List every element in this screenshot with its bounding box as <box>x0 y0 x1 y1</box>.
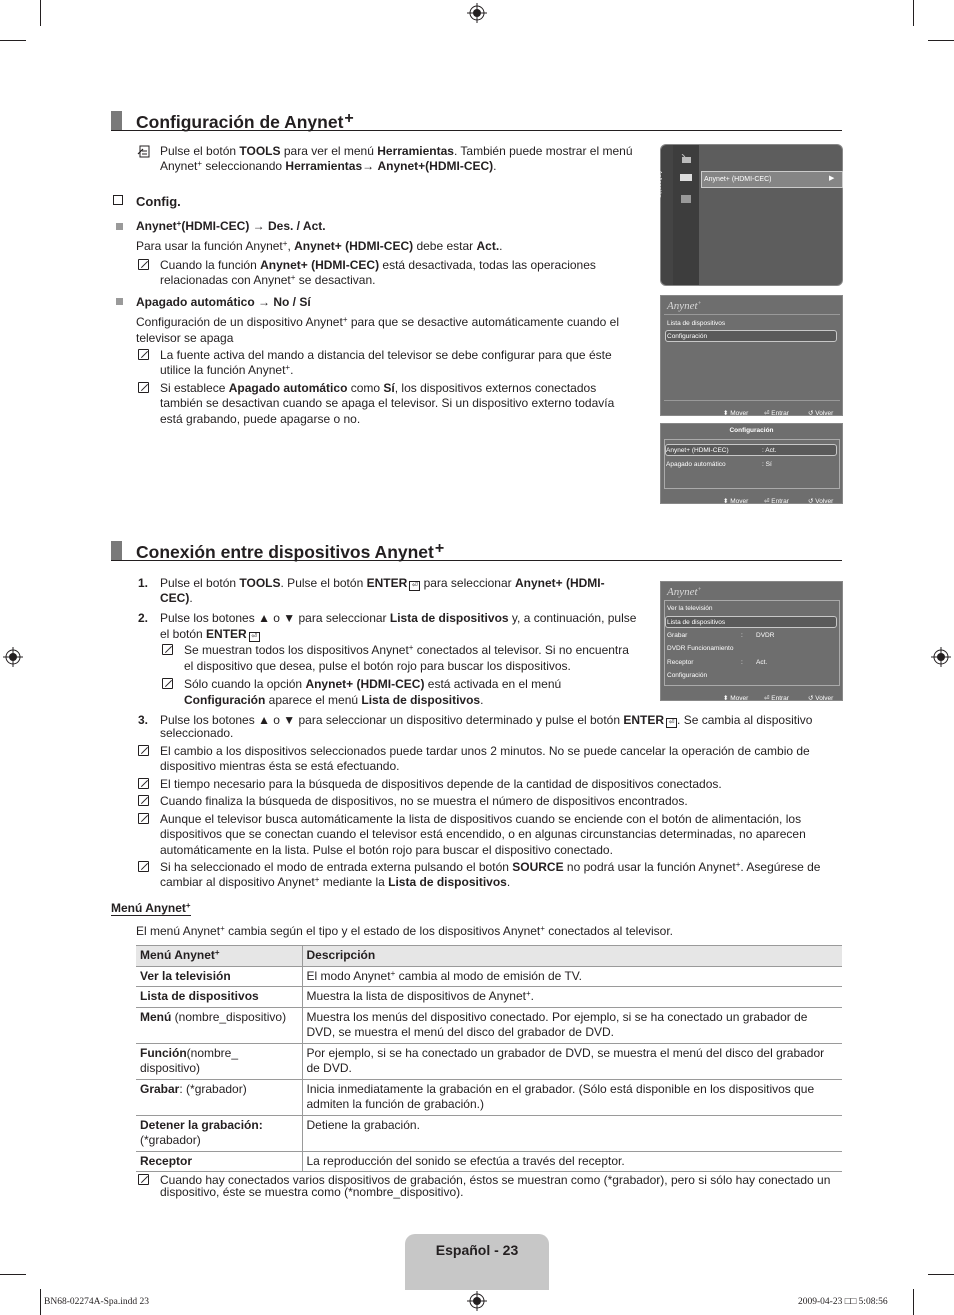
enter-label: ⏎ Entrar <box>764 695 789 702</box>
note-a-l2: dispositivo mientras ésta se está efectuando. <box>160 759 400 773</box>
section-heading-connection: Conexión entre dispositivos Anynet+ <box>111 539 842 561</box>
registration-mark-icon <box>931 647 951 667</box>
registration-mark-icon <box>467 3 487 23</box>
right-arrow-icon: ▶ <box>829 175 835 182</box>
table-row: Menú (nombre_dispositivo) Muestra los menús del dispositivo conectado. Por ejemplo, si se ha conectado un grabador de DVD, se muestra el menú del disco del grabador de DVD. <box>136 1007 842 1043</box>
move-label: ⬍ Mover <box>723 410 749 417</box>
item1-note-l1: Cuando la función Anynet+ (HDMI-CEC) está desactivada, todas las operaciones <box>160 258 596 272</box>
config-checkbox-icon <box>113 195 123 205</box>
enter-icon: ⏎ <box>409 581 420 591</box>
step3-number: 3. <box>138 713 149 727</box>
return-label: ↺ Volver <box>808 498 834 505</box>
menu-anynet-intro: El menú Anynet+ cambia según el tipo y el estado de los dispositivos Anynet+ conectados al televisor. <box>136 924 674 938</box>
item1-note-l2: relacionadas con Anynet+ se desactivan. <box>160 273 376 287</box>
step3-line2: seleccionado. <box>160 726 234 740</box>
note-d-l1: Aunque el televisor busca automáticamente la lista de dispositivos cuando se enciende con el botón de alimentación, los <box>160 812 802 826</box>
note-icon <box>138 795 149 806</box>
return-label: ↺ Volver <box>808 695 834 702</box>
step2-number: 2. <box>138 611 149 625</box>
step2-note2-l1: Sólo cuando la opción Anynet+ (HDMI-CEC) está activada en el menú <box>184 677 562 691</box>
intro-line-1: Pulse el botón TOOLS para ver el menú Herramientas. También puede mostrar el menú <box>160 144 633 158</box>
screen4-item-0: Ver la televisión <box>667 605 713 612</box>
note-source-l1: Si ha seleccionado el modo de entrada externa pulsando el botón SOURCE no podrá usar la función Anynet+. Asegúrese de <box>160 860 821 874</box>
note-icon <box>138 382 149 393</box>
table-header: Menú Anynet+ Descripción <box>136 946 842 967</box>
step2-line1: Pulse los botones ▲ o ▼ para seleccionar Lista de dispositivos y, a continuación, pulse <box>160 611 637 625</box>
screen4-item-2: Grabar <box>667 632 688 639</box>
setup-icon <box>681 195 691 203</box>
note-icon <box>162 678 173 689</box>
config-heading: Config. <box>136 194 181 209</box>
final-note-l2: dispositivo, éste se muestra como (*nombre_dispositivo). <box>160 1185 464 1199</box>
anynet-logo: Anynet+ <box>667 586 702 598</box>
item1-title: Anynet+(HDMI-CEC) → Des. / Act. <box>136 219 326 233</box>
table-row: Función(nombre_ dispositivo) Por ejemplo, si se ha conectado un grabador de DVD, se muestra el menú del disco del grabador de DVD. <box>136 1043 842 1079</box>
registration-mark-icon <box>3 647 23 667</box>
tv-screen-application-menu <box>655 144 843 286</box>
screen3-title: Configuración <box>729 427 774 434</box>
step2-note1-l1: Se muestran todos los dispositivos Anynet+ conectados al televisor. Si no encuentra <box>184 643 629 657</box>
bullet-square-icon <box>116 298 123 305</box>
return-label: ↺ Volver <box>808 410 834 417</box>
step1-line2: CEC). <box>160 591 193 605</box>
enter-label: ⏎ Entrar <box>764 410 789 417</box>
screen2-item-lista: Lista de dispositivos <box>667 320 726 327</box>
screen3-row1-name: Anynet+ (HDMI-CEC) <box>666 447 729 454</box>
item2-desc-l1: Configuración de un dispositivo Anynet+ para que se desactive automáticamente cuando el <box>136 315 619 329</box>
note-c: Cuando finaliza la búsqueda de dispositivos, no se muestra el número de dispositivos encontrados. <box>160 794 688 808</box>
step2-line2: el botón ENTER ⏎ <box>160 627 260 643</box>
note-a-l1: El cambio a los dispositivos seleccionados puede tardar unos 2 minutos. No se puede cancelar la operación de cambio de <box>160 744 810 758</box>
tv-screen-config-menu <box>660 423 843 504</box>
note-source-l2: cambiar al dispositivo Anynet+ mediante la Lista de dispositivos. <box>160 875 511 889</box>
screen3-row2-value: : Sí <box>762 461 772 468</box>
tv-screen-device-list: Anynet+ Ver la televisión Lista de dispositivos Grabar : DVDR DVDR Funcionamiento Receptor : Act. Configuración ⬍ Mover ⏎ Entrar ↺ Volver <box>660 581 843 701</box>
item2-note1-l2: utilice la función Anynet+. <box>160 363 294 377</box>
table-row: Lista de dispositivos Muestra la lista de dispositivos de Anynet+. <box>136 987 842 1008</box>
enter-icon: ⏎ <box>666 718 677 728</box>
item2-desc-l2: televisor se apaga <box>136 331 234 345</box>
step3-line1: Pulse los botones ▲ o ▼ para seleccionar un dispositivo determinado y pulse el botón ENTER ⏎ . Se cambia al dispositivo <box>160 713 813 727</box>
step2-note2-l2: Configuración aparece el menú Lista de dispositivos. <box>184 693 484 707</box>
table-row: Receptor La reproducción del sonido se efectúa a través del receptor. <box>136 1151 842 1172</box>
note-icon <box>138 745 149 756</box>
registration-mark-icon <box>467 1291 487 1311</box>
screen4-item-3: DVDR Funcionamiento <box>667 645 734 652</box>
note-icon <box>138 813 149 824</box>
page-number: Español - 23 <box>435 1242 519 1258</box>
screen4-item-4: Receptor <box>667 659 694 666</box>
section-heading-config: Configuración de Anynet+ <box>111 109 842 131</box>
move-label: ⬍ Mover <box>723 498 749 505</box>
side-label: Aplicación <box>655 170 662 198</box>
screen3-row1-value: : Act. <box>762 447 777 454</box>
anynet-logo: Anynet+ <box>667 300 702 312</box>
table-row: Detener la grabación: (*grabador) Detiene la grabación. <box>136 1115 842 1151</box>
note-icon <box>138 1174 149 1185</box>
table-row: Grabar: (*grabador) Inicia inmediatamente la grabación en el grabador. (Sólo está disponible en los dispositivos que admiten la función de grabación.) <box>136 1079 842 1115</box>
note-icon <box>138 259 149 270</box>
file-name: BN68-02274A-Spa.indd 23 <box>44 1297 150 1307</box>
enter-label: ⏎ Entrar <box>764 498 789 505</box>
tv-antenna-icon <box>679 154 693 164</box>
final-note-l1: Cuando hay conectados varios dispositivos de grabación, éstos se muestran como (*grabador), pero si sólo hay conectado un <box>160 1173 831 1187</box>
item1-desc: Para usar la función Anynet+, Anynet+ (HDMI-CEC) debe estar Act.. <box>136 239 503 253</box>
anynet-menu-table <box>136 945 842 1172</box>
intro-line-2: Anynet+ seleccionando Herramientas→ Anynet+(HDMI-CEC). <box>160 159 497 173</box>
item2-note1-l1: La fuente activa del mando a distancia del televisor se debe configurar para que éste <box>160 348 612 362</box>
note-icon <box>138 778 149 789</box>
note-d-l3: automáticamente en la lista. Pulse el botón rojo para buscar el dispositivo conectado. <box>160 843 613 857</box>
print-date: 2009-04-23 □□ 5:08:56 <box>798 1297 888 1307</box>
step1-number: 1. <box>138 576 149 590</box>
step2-note1-l2: el dispositivo que desea, pulse el botón rojo para buscar los dispositivos. <box>184 659 571 673</box>
enter-icon: ⏎ <box>249 632 260 642</box>
screen3-row2-name: Apagado automático <box>666 461 726 468</box>
menu-anynet-heading: Menú Anynet+ <box>111 901 191 915</box>
screen1-menu-item: Anynet+ (HDMI-CEC) <box>704 176 772 183</box>
step1-line1: Pulse el botón TOOLS. Pulse el botón ENTER ⏎ para seleccionar Anynet+ (HDMI- <box>160 576 605 590</box>
input-icon <box>679 173 693 183</box>
screen4-item-5: Configuración <box>667 672 708 679</box>
note-icon <box>138 861 149 872</box>
item2-title: Apagado automático → No / Sí <box>136 295 311 309</box>
tv-screen-anynet-menu <box>660 295 843 416</box>
item2-note2-l3: está grabando, puede apagarse o no. <box>160 412 361 426</box>
note-icon <box>138 349 149 360</box>
note-icon <box>162 644 173 655</box>
item2-note2-l2: también se desactivan cuando se apaga el televisor. Si un dispositivo externo todavía <box>160 396 615 410</box>
screen4-item-1: Lista de dispositivos <box>667 619 726 626</box>
note-b: El tiempo necesario para la búsqueda de dispositivos depende de la cantidad de dispositivos conectados. <box>160 777 722 791</box>
screen2-item-config: Configuración <box>667 333 708 340</box>
item2-note2-l1: Si establece Apagado automático como Sí, los dispositivos externos conectados <box>160 381 597 395</box>
move-label: ⬍ Mover <box>723 695 749 702</box>
note-d-l2: dispositivos que se conectan cuando el televisor está encendido, o en algunas circunstancias determinadas, no aparecen <box>160 827 806 841</box>
bullet-square-icon <box>116 223 123 230</box>
table-row: Ver la televisión El modo Anynet+ cambia al modo de emisión de TV. <box>136 966 842 987</box>
page-number-tab <box>405 1234 549 1290</box>
tools-icon <box>137 145 150 158</box>
